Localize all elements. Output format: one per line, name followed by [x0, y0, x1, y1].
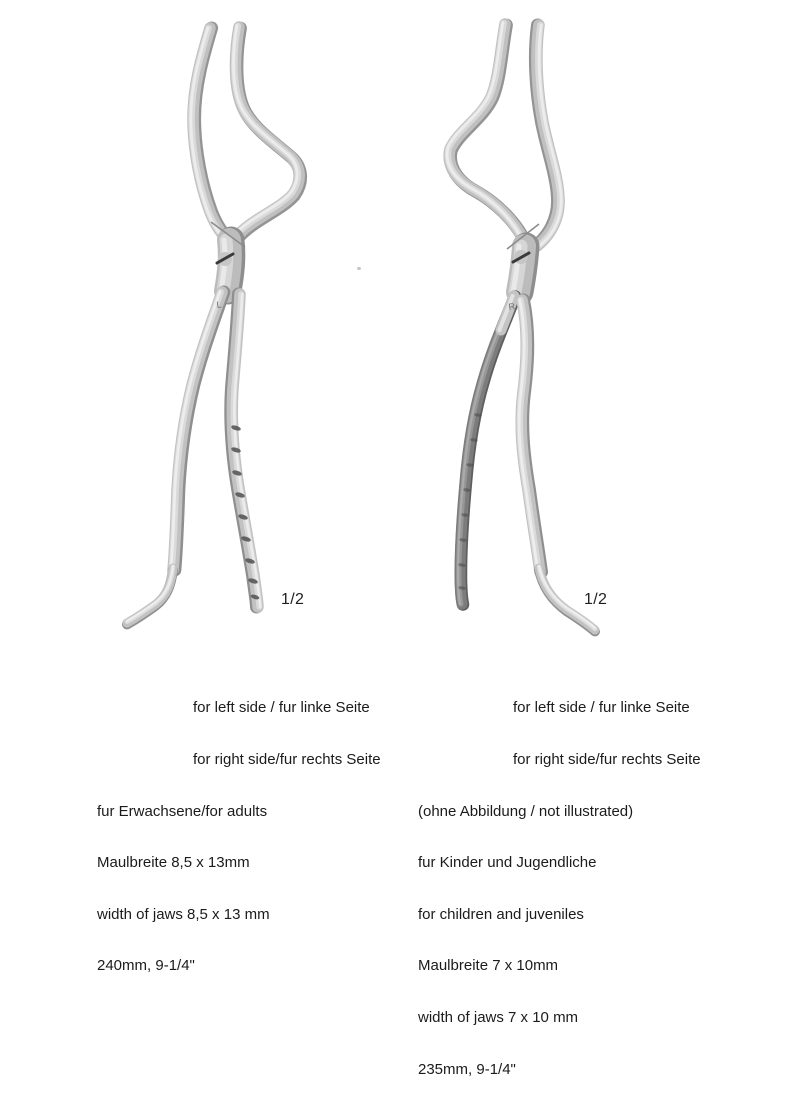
left-forceps-foot-tip	[127, 566, 173, 624]
caption-line: fur Erwachsene/for adults	[97, 802, 268, 820]
caption-line: for right side/fur rechts Seite	[193, 751, 381, 769]
caption-line: Maulbreite 8,5 x 13mm	[97, 854, 250, 872]
forceps-right-illustration	[410, 0, 670, 660]
caption-line: for right side/fur rechts Seite	[513, 751, 701, 769]
caption-column-left	[97, 665, 381, 1009]
caption-line: (ohne Abbildung / not illustrated)	[418, 802, 634, 820]
forceps-left-illustration	[70, 0, 330, 660]
caption-line: for children and juveniles	[418, 905, 584, 923]
photo-speck	[357, 267, 361, 270]
caption-line: width of jaws 7 x 10 mm	[418, 1009, 579, 1027]
caption-line: for left side / fur linke Seite	[513, 699, 690, 717]
left-forceps-straight-blade	[191, 28, 231, 241]
caption-column-right	[418, 665, 701, 1112]
scale-label-left: 1/2	[281, 591, 305, 608]
caption-line: 235mm, 9-1/4"	[418, 1060, 516, 1078]
stamp-letter-left: L	[215, 299, 223, 310]
right-forceps-foot-handle	[519, 300, 541, 572]
stamp-letter-right: R	[507, 301, 516, 312]
caption-line: width of jaws 8,5 x 13 mm	[97, 905, 270, 923]
left-forceps-left-handle	[171, 292, 224, 570]
scale-label-right: 1/2	[584, 591, 608, 608]
caption-line: fur Kinder und Jugendliche	[418, 854, 597, 872]
caption-line: Maulbreite 7 x 10mm	[418, 957, 559, 975]
caption-line: for left side / fur linke Seite	[193, 699, 370, 717]
caption-line: 240mm, 9-1/4"	[97, 957, 195, 975]
left-forceps-loop-blade	[233, 25, 300, 236]
right-forceps-straight-blade	[529, 25, 562, 251]
right-forceps-loop-blade	[447, 23, 525, 243]
right-forceps-dark-handle	[458, 296, 515, 605]
